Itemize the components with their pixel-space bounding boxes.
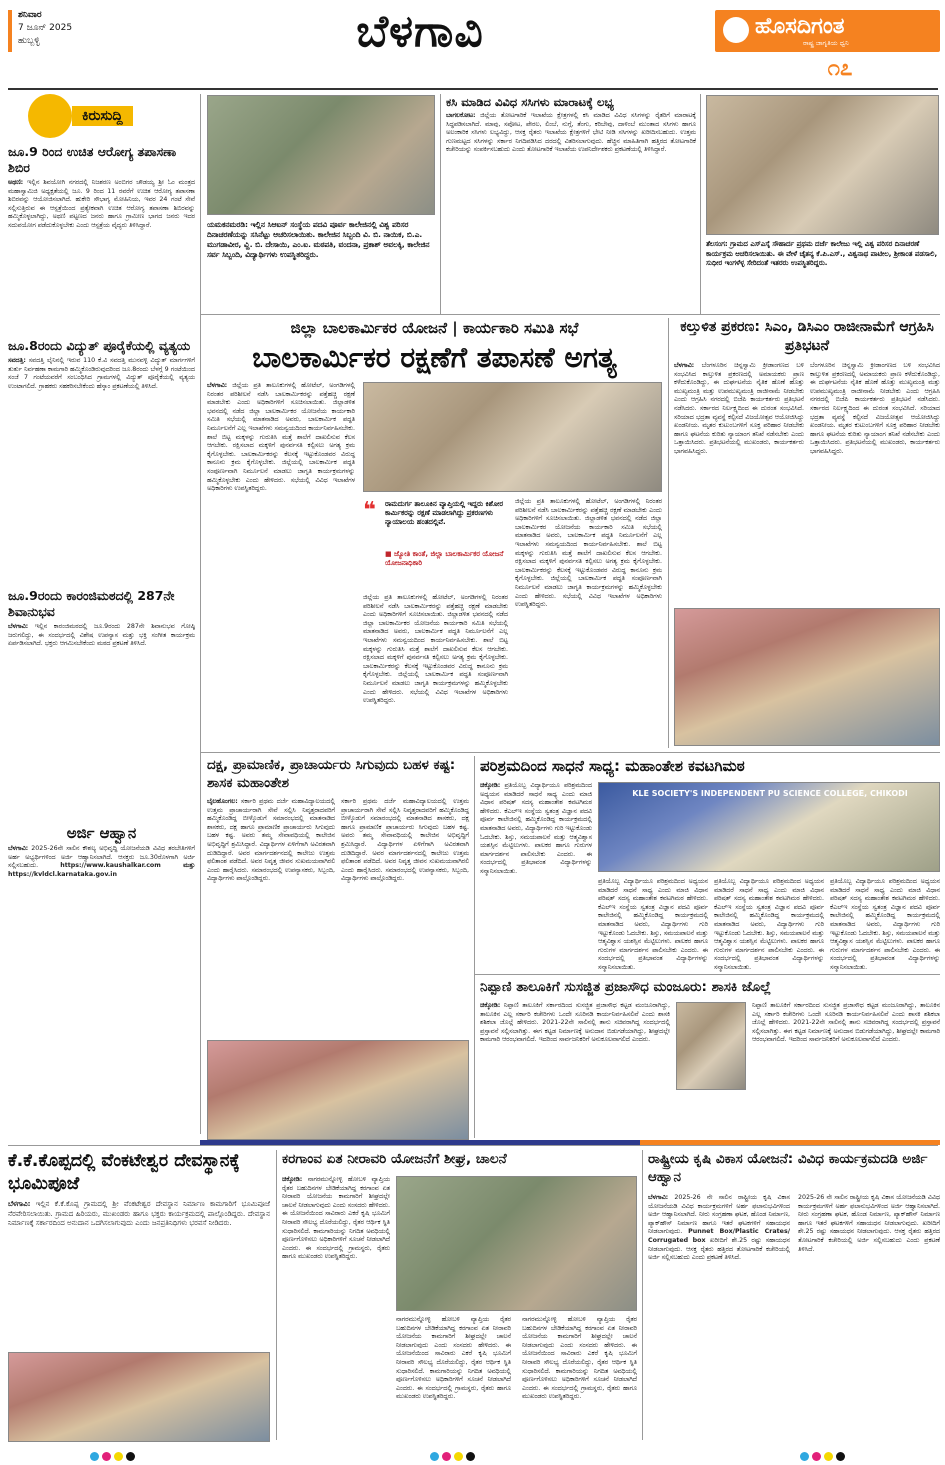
dateline: ಚಿಕ್ಕೋಡಿ: — [282, 1176, 303, 1183]
paper-name: ಹೊಸದಿಗಂತ — [755, 14, 845, 39]
section-title: ಬೆಳಗಾವಿ — [356, 6, 484, 57]
print-registration-dots-left — [90, 1446, 138, 1465]
kirusuddi-item — [8, 144, 195, 334]
paper-logo — [715, 10, 940, 52]
application-urls: https://www.kaushalkar.com ಮತ್ತು https://kvldcl.karnataka.gov.in — [8, 862, 195, 878]
header-date-block — [8, 10, 118, 62]
story-body: ನಿಪ್ಪಾಣಿ ತಾಲೂಕಿಗೆ ಸರ್ಕಾರದಿಂದ ಸುಸಜ್ಜಿತ ಪ್ರಜಾಸೌಧ ಕಟ್ಟಡ ಮಂಜೂರಾಗಿದ್ದು, ತಾಲೂಕಿನ ಎಲ್ಲ ಸರ್ಕಾರಿ ಕಚೇರಿಗಳು ಒಂದೇ ಸೂರಿನಡಿ ಕಾರ್ಯನಿರ್ವಹಿಸಲಿವೆ ಎಂದು ಶಾಸಕಿ ಶಶಿಕಲಾ ಜೊಲ್ಲೆ ಹೇಳಿದರು. 2021-22ನೇ ಸಾಲಿನಲ್ಲಿ ತಾನು ಸಚಿವರಾಗಿದ್ದ ಸಂದರ್ಭದಲ್ಲಿ ಪ್ರಸ್ತಾವನೆ ಸಲ್ಲಿಸಲಾಗಿತ್ತು. ಈಗ ಕಟ್ಟಡ ನಿರ್ಮಾಣಕ್ಕೆ ಅನುದಾನ ಬಿಡುಗಡೆಯಾಗಿದ್ದು, ಶೀಘ್ರದಲ್ಲೇ ಕಾಮಗಾರಿ ಆರಂಭವಾಗಲಿದೆ. ಇದರಿಂದ ಸಾರ್ವಜನಿಕರಿಗೆ ಅನುಕೂಲವಾಗಲಿದೆ ಎಂದರು. — [480, 1002, 670, 1044]
dateline: ಬೆಳಗಾವಿ: — [8, 623, 29, 630]
dateline: ಚಿಕ್ಕೋಡಿ: — [480, 782, 501, 789]
photo-caption: ತೆಲಸಂಗ: ಗ್ರಾಮದ ಎಸ್‌ಎಸ್ಕೆ ಸೌಹಾರ್ದ ಪ್ರಥಮ ದರ್ಜೆ ಕಾಲೇಜು ಇಲ್ಲಿ ವಿಶ್ವ ಪರಿಸರ ದಿನಾಚರಣೆ ಕಾರ್ಯಕ್ರಮ ಆಚರಿಸಲಾಯಿತು. ಈ ವೇಳೆ ಚೈತನ್ಯ ಕೆ.ಪಿ.ಎಸ್., ವಿಶ್ವನಾಥ ಪಾಟೀಲ, ಶ್ರೀಕಾಂತ ಪಡಸಾಲಿ, ಸುಧೀರ ಇಂಗಳೆಳ್ಳ ಸೇರಿದಂತೆ ಇತರರು ಉಪಸ್ಥಿತರಿದ್ದರು. — [706, 240, 938, 267]
college-banner-text: KLE SOCIETY'S INDEPENDENT PU SCIENCE COLLEGE, CHIKODI — [632, 789, 908, 798]
child-labour-story — [207, 318, 662, 748]
agriculture-scheme-story — [648, 1150, 940, 1445]
quote-author: ■ ಜ್ಯೋತಿ ಕಾಂತೆ, ಜಿಲ್ಲಾ ಬಾಲಕಾರ್ಮಿಕರ ಯೋಜನೆ ಯೋಜನಾಧಿಕಾರಿ — [385, 550, 504, 567]
story-body: ಸರ್ಕಾರಿ ಪ್ರಥಮ ದರ್ಜೆ ಮಹಾವಿದ್ಯಾಲಯದಲ್ಲಿ ಉತ್ತಮ ಪ್ರಾಚಾರ್ಯರಾಗಿ ಸೇವೆ ಸಲ್ಲಿಸಿ ನಿವೃತ್ತರಾದವರಿಗೆ ಹಮ್ಮಿಕೊಂಡಿದ್ದ ಬೀಳ್ಕೊಡುಗೆ ಸಮಾರಂಭದಲ್ಲಿ ಮಾತನಾಡಿದ ಶಾಸಕರು, ದಕ್ಷ ಹಾಗೂ ಪ್ರಾಮಾಣಿಕ ಪ್ರಾಚಾರ್ಯರು ಸಿಗುವುದು ಬಹಳ ಕಷ್ಟ. ಅವರು ತಮ್ಮ ಸೇವಾವಧಿಯಲ್ಲಿ ಕಾಲೇಜಿನ ಅಭಿವೃದ್ಧಿಗೆ ಶ್ರಮಿಸಿದ್ದಾರೆ. ವಿದ್ಯಾರ್ಥಿಗಳ ಏಳಿಗೆಗಾಗಿ ಅವಿರತವಾಗಿ ದುಡಿದಿದ್ದಾರೆ. ಅವರ ಮಾರ್ಗದರ್ಶನದಲ್ಲಿ ಕಾಲೇಜು ಉತ್ತಮ ಫಲಿತಾಂಶ ಪಡೆದಿದೆ. ಅವರ ನಿವೃತ್ತ ಜೀವನ ಸುಖಮಯವಾಗಿರಲಿ ಎಂದು ಹಾರೈಸಿದರು. ಸಮಾರಂಭದಲ್ಲಿ ಉಪನ್ಯಾಸಕರು, ಸಿಬ್ಬಂದಿ, ವಿದ್ಯಾರ್ಥಿಗಳು ಪಾಲ್ಗೊಂಡಿದ್ದರು. — [207, 798, 335, 883]
mla-portrait-photo — [676, 1002, 746, 1090]
kirusuddi-headline: ಅರ್ಜಿ ಆಹ್ವಾನ — [66, 824, 137, 842]
dateline: ಬೆಳಗಾವಿ: — [648, 1194, 669, 1201]
temple-foundation-story — [8, 1150, 270, 1445]
story-body-continued: ಜಿಲ್ಲೆಯ ಪ್ರತಿ ತಾಲೂಕುಗಳಲ್ಲಿ ಹೋಟೆಲ್, ಅಂಗಡಿಗಳಲ್ಲಿ ನಿರಂತರ ಪರಿಶೀಲನೆ ನಡೆಸಿ ಬಾಲಕಾರ್ಮಿಕರನ್ನು ಪತ್ತೆಹಚ್ಚಿ ರಕ್ಷಣೆ ಮಾಡಬೇಕು ಎಂದು ಅಧಿಕಾರಿಗಳಿಗೆ ಸೂಚಿಸಲಾಯಿತು. ಜಿಲ್ಲಾಡಳಿತ ಭವನದಲ್ಲಿ ನಡೆದ ಜಿಲ್ಲಾ ಬಾಲಕಾರ್ಮಿಕರ ಯೋಜನೆಯ ಕಾರ್ಯಕಾರಿ ಸಮಿತಿ ಸಭೆಯಲ್ಲಿ ಮಾತನಾಡಿದ ಅವರು, ಬಾಲಕಾರ್ಮಿಕ ಪದ್ಧತಿ ನಿರ್ಮೂಲನೆಗೆ ಎಲ್ಲ ಇಲಾಖೆಗಳು ಸಮನ್ವಯದಿಂದ ಕಾರ್ಯನಿರ್ವಹಿಸಬೇಕು. ಶಾಲೆ ಬಿಟ್ಟ ಮಕ್ಕಳನ್ನು ಗುರುತಿಸಿ ಮತ್ತೆ ಶಾಲೆಗೆ ದಾಖಲಿಸುವ ಕೆಲಸ ಆಗಬೇಕು. ರಕ್ಷಿಸಲಾದ ಮಕ್ಕಳಿಗೆ ಪುನರ್ವಸತಿ ಕಲ್ಪಿಸಲು ಅಗತ್ಯ ಕ್ರಮ ಕೈಗೊಳ್ಳಬೇಕು. ಬಾಲಕಾರ್ಮಿಕರನ್ನು ಕೆಲಸಕ್ಕೆ ಇಟ್ಟುಕೊಂಡವರ ವಿರುದ್ಧ ಕಾನೂನು ಕ್ರಮ ಕೈಗೊಳ್ಳಬೇಕು. ಜಿಲ್ಲೆಯಲ್ಲಿ ಬಾಲಕಾರ್ಮಿಕ ಪದ್ಧತಿ ಸಂಪೂರ್ಣವಾಗಿ ನಿರ್ಮೂಲನೆ ಮಾಡಲು ಜಾಗೃತಿ ಕಾರ್ಯಕ್ರಮಗಳನ್ನು ಹಮ್ಮಿಕೊಳ್ಳಬೇಕು ಎಂದು ಹೇಳಿದರು. ಸಭೆಯಲ್ಲಿ ವಿವಿಧ ಇಲಾಖೆಗಳ ಅಧಿಕಾರಿಗಳು ಉಪಸ್ಥಿತರಿದ್ದರು. — [515, 498, 662, 609]
punnet-box-text: Punnet Box/Plastic Crates/ Corrugated box — [648, 1228, 790, 1244]
story-body: ಪ್ರತಿಯೊಬ್ಬ ವಿದ್ಯಾರ್ಥಿಯೂ ಪರಿಶ್ರಮದಿಂದ ಅಧ್ಯಯನ ಮಾಡಿದರೆ ಸಾಧನೆ ಸಾಧ್ಯ ಎಂದು ಮಾಜಿ ವಿಧಾನ ಪರಿಷತ್ ಸದಸ್ಯ ಮಹಾಂತೇಶ ಕವಟಗಿಮಠ ಹೇಳಿದರು. ಕೆಎಲ್‌ಇ ಸಂಸ್ಥೆಯ ಸ್ವತಂತ್ರ ವಿಜ್ಞಾನ ಪದವಿ ಪೂರ್ವ ಕಾಲೇಜಿನಲ್ಲಿ ಹಮ್ಮಿಕೊಂಡಿದ್ದ ಕಾರ್ಯಕ್ರಮದಲ್ಲಿ ಮಾತನಾಡಿದ ಅವರು, ವಿದ್ಯಾರ್ಥಿಗಳು ಗುರಿ ಇಟ್ಟುಕೊಂಡು ಓದಬೇಕು. ಶಿಸ್ತು, ಸಮಯಪಾಲನೆ ಮತ್ತು ಆತ್ಮವಿಶ್ವಾಸ ಯಶಸ್ಸಿನ ಮೆಟ್ಟಿಲುಗಳು. ಪಾಲಕರ ಹಾಗೂ ಗುರುಗಳ ಮಾರ್ಗದರ್ಶನ ಪಾಲಿಸಬೇಕು ಎಂದರು. ಈ ಸಂದರ್ಭದಲ್ಲಿ ಪ್ರತಿಭಾವಂತ ವಿದ್ಯಾರ್ಥಿಗಳನ್ನು ಸನ್ಮಾನಿಸಲಾಯಿತು. — [480, 782, 592, 875]
story-body-continued: ಪ್ರತಿಯೊಬ್ಬ ವಿದ್ಯಾರ್ಥಿಯೂ ಪರಿಶ್ರಮದಿಂದ ಅಧ್ಯಯನ ಮಾಡಿದರೆ ಸಾಧನೆ ಸಾಧ್ಯ ಎಂದು ಮಾಜಿ ವಿಧಾನ ಪರಿಷತ್ ಸದಸ್ಯ ಮಹಾಂತೇಶ ಕವಟಗಿಮಠ ಹೇಳಿದರು. ಕೆಎಲ್‌ಇ ಸಂಸ್ಥೆಯ ಸ್ವತಂತ್ರ ವಿಜ್ಞಾನ ಪದವಿ ಪೂರ್ವ ಕಾಲೇಜಿನಲ್ಲಿ ಹಮ್ಮಿಕೊಂಡಿದ್ದ ಕಾರ್ಯಕ್ರಮದಲ್ಲಿ ಮಾತನಾಡಿದ ಅವರು, ವಿದ್ಯಾರ್ಥಿಗಳು ಗುರಿ ಇಟ್ಟುಕೊಂಡು ಓದಬೇಕು. ಶಿಸ್ತು, ಸಮಯಪಾಲನೆ ಮತ್ತು ಆತ್ಮವಿಶ್ವಾಸ ಯಶಸ್ಸಿನ ಮೆಟ್ಟಿಲುಗಳು. ಪಾಲಕರ ಹಾಗೂ ಗುರುಗಳ ಮಾರ್ಗದರ್ಶನ ಪಾಲಿಸಬೇಕು ಎಂದರು. ಈ ಸಂದರ್ಭದಲ್ಲಿ ಪ್ರತಿಭಾವಂತ ವಿದ್ಯಾರ್ಥಿಗಳನ್ನು ಸನ್ಮಾನಿಸಲಾಯಿತು. — [830, 878, 940, 971]
story-headline: ಕಲ್ತುಳಿತ ಪ್ರಕರಣ: ಸಿಎಂ, ಡಿಸಿಎಂ ರಾಜೀನಾಮೆಗೆ ಆಗ್ರಹಿಸಿ ಪ್ರತಿಭಟನೆ — [680, 319, 934, 354]
logo-emblem-icon — [723, 17, 749, 43]
principal-farewell-story — [207, 756, 469, 1081]
story-body-continued: ನಿಪ್ಪಾಣಿ ತಾಲೂಕಿಗೆ ಸರ್ಕಾರದಿಂದ ಸುಸಜ್ಜಿತ ಪ್ರಜಾಸೌಧ ಕಟ್ಟಡ ಮಂಜೂರಾಗಿದ್ದು, ತಾಲೂಕಿನ ಎಲ್ಲ ಸರ್ಕಾರಿ ಕಚೇರಿಗಳು ಒಂದೇ ಸೂರಿನಡಿ ಕಾರ್ಯನಿರ್ವಹಿಸಲಿವೆ ಎಂದು ಶಾಸಕಿ ಶಶಿಕಲಾ ಜೊಲ್ಲೆ ಹೇಳಿದರು. 2021-22ನೇ ಸಾಲಿನಲ್ಲಿ ತಾನು ಸಚಿವರಾಗಿದ್ದ ಸಂದರ್ಭದಲ್ಲಿ ಪ್ರಸ್ತಾವನೆ ಸಲ್ಲಿಸಲಾಗಿತ್ತು. ಈಗ ಕಟ್ಟಡ ನಿರ್ಮಾಣಕ್ಕೆ ಅನುದಾನ ಬಿಡುಗಡೆಯಾಗಿದ್ದು, ಶೀಘ್ರದಲ್ಲೇ ಕಾಮಗಾರಿ ಆರಂಭವಾಗಲಿದೆ. ಇದರಿಂದ ಸಾರ್ವಜನಿಕರಿಗೆ ಅನುಕೂಲವಾಗಲಿದೆ ಎಂದರು. — [752, 1002, 940, 1044]
student-achievement-story — [480, 756, 940, 971]
story-body: 2025-26ನೇ ಸಾಲಿನ ಕೌಶಲ್ಯ ಅಭಿವೃದ್ಧಿ ಯೋಜನೆಯಡಿ ವಿವಿಧ ತರಬೇತಿಗಳಿಗೆ ಅರ್ಹ ಅಭ್ಯರ್ಥಿಗಳಿಂದ ಅರ್ಜಿ ಆಹ್ವಾನಿಸಲಾಗಿದೆ. ಆಸಕ್ತರು ಜೂ.30ರೊಳಗಾಗಿ ಅರ್ಜಿ ಸಲ್ಲಿಸಬಹುದು. — [8, 845, 195, 870]
story-body: ಬೆಂಗಳೂರಿನ ಚಿನ್ನಸ್ವಾಮಿ ಕ್ರೀಡಾಂಗಣದ ಬಳಿ ಸಂಭವಿಸಿದ ಕಾಲ್ತುಳಿತ ಪ್ರಕರಣದಲ್ಲಿ ಅಮಾಯಕರು ಪ್ರಾಣ ಕಳೆದುಕೊಂಡಿದ್ದು, ಈ ದುರ್ಘಟನೆಯ ನೈತಿಕ ಹೊಣೆ ಹೊತ್ತು ಮುಖ್ಯಮಂತ್ರಿ ಮತ್ತು ಉಪಮುಖ್ಯಮಂತ್ರಿ ರಾಜೀನಾಮೆ ನೀಡಬೇಕು ಎಂದು ಆಗ್ರಹಿಸಿ ನಗರದಲ್ಲಿ ಬಿಜೆಪಿ ಕಾರ್ಯಕರ್ತರು ಪ್ರತಿಭಟನೆ ನಡೆಸಿದರು. ಸರ್ಕಾರದ ನಿರ್ಲಕ್ಷ್ಯದಿಂದ ಈ ದುರಂತ ಸಂಭವಿಸಿದೆ. ಸರಿಯಾದ ಭದ್ರತಾ ವ್ಯವಸ್ಥೆ ಕಲ್ಪಿಸದೆ ವಿಜಯೋತ್ಸವ ಆಯೋಜಿಸಿದ್ದು ಖಂಡನೀಯ. ಮೃತರ ಕುಟುಂಬಗಳಿಗೆ ಸೂಕ್ತ ಪರಿಹಾರ ನೀಡಬೇಕು ಹಾಗೂ ಘಟನೆಯ ಕುರಿತು ನ್ಯಾಯಾಂಗ ತನಿಖೆ ನಡೆಸಬೇಕು ಎಂದು ಒತ್ತಾಯಿಸಿದರು. ಪ್ರತಿಭಟನೆಯಲ್ಲಿ ಮುಖಂಡರು, ಕಾರ್ಯಕರ್ತರು ಭಾಗವಹಿಸಿದ್ದರು. — [674, 362, 804, 455]
story-body-continued: ಜಿಲ್ಲೆಯ ಪ್ರತಿ ತಾಲೂಕುಗಳಲ್ಲಿ ಹೋಟೆಲ್, ಅಂಗಡಿಗಳಲ್ಲಿ ನಿರಂತರ ಪರಿಶೀಲನೆ ನಡೆಸಿ ಬಾಲಕಾರ್ಮಿಕರನ್ನು ಪತ್ತೆಹಚ್ಚಿ ರಕ್ಷಣೆ ಮಾಡಬೇಕು ಎಂದು ಅಧಿಕಾರಿಗಳಿಗೆ ಸೂಚಿಸಲಾಯಿತು. ಜಿಲ್ಲಾಡಳಿತ ಭವನದಲ್ಲಿ ನಡೆದ ಜಿಲ್ಲಾ ಬಾಲಕಾರ್ಮಿಕರ ಯೋಜನೆಯ ಕಾರ್ಯಕಾರಿ ಸಮಿತಿ ಸಭೆಯಲ್ಲಿ ಮಾತನಾಡಿದ ಅವರು, ಬಾಲಕಾರ್ಮಿಕ ಪದ್ಧತಿ ನಿರ್ಮೂಲನೆಗೆ ಎಲ್ಲ ಇಲಾಖೆಗಳು ಸಮನ್ವಯದಿಂದ ಕಾರ್ಯನಿರ್ವಹಿಸಬೇಕು. ಶಾಲೆ ಬಿಟ್ಟ ಮಕ್ಕಳನ್ನು ಗುರುತಿಸಿ ಮತ್ತೆ ಶಾಲೆಗೆ ದಾಖಲಿಸುವ ಕೆಲಸ ಆಗಬೇಕು. ರಕ್ಷಿಸಲಾದ ಮಕ್ಕಳಿಗೆ ಪುನರ್ವಸತಿ ಕಲ್ಪಿಸಲು ಅಗತ್ಯ ಕ್ರಮ ಕೈಗೊಳ್ಳಬೇಕು. ಬಾಲಕಾರ್ಮಿಕರನ್ನು ಕೆಲಸಕ್ಕೆ ಇಟ್ಟುಕೊಂಡವರ ವಿರುದ್ಧ ಕಾನೂನು ಕ್ರಮ ಕೈಗೊಳ್ಳಬೇಕು. ಜಿಲ್ಲೆಯಲ್ಲಿ ಬಾಲಕಾರ್ಮಿಕ ಪದ್ಧತಿ ಸಂಪೂರ್ಣವಾಗಿ ನಿರ್ಮೂಲನೆ ಮಾಡಲು ಜಾಗೃತಿ ಕಾರ್ಯಕ್ರಮಗಳನ್ನು ಹಮ್ಮಿಕೊಳ್ಳಬೇಕು ಎಂದು ಹೇಳಿದರು. ಸಭೆಯಲ್ಲಿ ವಿವಿಧ ಇಲಾಖೆಗಳ ಅಧಿಕಾರಿಗಳು ಉಪಸ್ಥಿತರಿದ್ದರು. — [363, 594, 508, 705]
story-body: ಸವದತ್ತಿ ಲೈನಿನಲ್ಲಿ ಇರುವ 110 ಕೆ.ವಿ ಸವದತ್ತಿ ಮುನವಳ್ಳಿ ವಿದ್ಯುತ್ ಮಾರ್ಗಗಳಿಗೆ ತುರ್ತು ನಿರ್ವಹಣಾ ಕಾಮಗಾರಿ ಹಮ್ಮಿಕೊಂಡಿರುವುದರಿಂದ ಜೂ.8ರಂದು ಬೆಳಗ್ಗೆ 9 ಗಂಟೆಯಿಂದ ಸಂಜೆ 7 ಗಂಟೆಯವರೆಗೆ ಸಂಬಂಧಿಸಿದ ಗ್ರಾಮಗಳಲ್ಲಿ ವಿದ್ಯುತ್ ಪೂರೈಕೆಯಲ್ಲಿ ವ್ಯತ್ಯಯ ಉಂಟಾಗಲಿದೆ. ಗ್ರಾಹಕರು ಸಹಕರಿಸಬೇಕೆಂದು ಹೆಸ್ಕಾಂ ಪ್ರಕಟಣೆಯಲ್ಲಿ ತಿಳಿಸಿದೆ. — [8, 357, 195, 390]
story-body: ಜಿಲ್ಲೆಯ ತೋಟಗಾರಿಕೆ ಇಲಾಖೆಯ ಕ್ಷೇತ್ರಗಳಲ್ಲಿ ಕಸಿ ಮಾಡಿದ ವಿವಿಧ ಸಸಿಗಳನ್ನು ರೈತರಿಗೆ ಮಾರಾಟಕ್ಕೆ ಸಿದ್ಧಪಡಿಸಲಾಗಿದೆ. ಮಾವು, ಸಪೋಟ, ಪೇರಲ, ಲಿಂಬೆ, ನುಗ್ಗೆ, ತೆಂಗು, ಕರಿಬೇವು, ದಾಳಿಂಬೆ ಮುಂತಾದ ಸಸಿಗಳು ಹಾಗೂ ಅಲಂಕಾರಿಕ ಸಸಿಗಳು ಲಭ್ಯವಿದ್ದು, ಆಸಕ್ತ ರೈತರು ಇಲಾಖೆಯ ಕ್ಷೇತ್ರಗಳಿಗೆ ಭೇಟಿ ನೀಡಿ ಸಸಿಗಳನ್ನು ಖರೀದಿಸಬಹುದು. ಉತ್ತಮ ಗುಣಮಟ್ಟದ ಸಸಿಗಳನ್ನು ಸರ್ಕಾರ ನಿಗದಿಪಡಿಸಿದ ದರದಲ್ಲಿ ವಿತರಿಸಲಾಗುವುದು. ಹೆಚ್ಚಿನ ಮಾಹಿತಿಗಾಗಿ ಹತ್ತಿರದ ತೋಟಗಾರಿಕೆ ಕಚೇರಿಯನ್ನು ಸಂಪರ್ಕಿಸಬಹುದು ಎಂದು ತೋಟಗಾರಿಕೆ ಇಲಾಖೆಯ ಉಪನಿರ್ದೇಶಕರು ಪ್ರಕಟಣೆಯಲ್ಲಿ ತಿಳಿಸಿದ್ದಾರೆ. — [446, 112, 696, 154]
dateline: ಸವದತ್ತಿ: — [8, 357, 26, 364]
story-body-continued: ಸರ್ಕಾರಿ ಪ್ರಥಮ ದರ್ಜೆ ಮಹಾವಿದ್ಯಾಲಯದಲ್ಲಿ ಉತ್ತಮ ಪ್ರಾಚಾರ್ಯರಾಗಿ ಸೇವೆ ಸಲ್ಲಿಸಿ ನಿವೃತ್ತರಾದವರಿಗೆ ಹಮ್ಮಿಕೊಂಡಿದ್ದ ಬೀಳ್ಕೊಡುಗೆ ಸಮಾರಂಭದಲ್ಲಿ ಮಾತನಾಡಿದ ಶಾಸಕರು, ದಕ್ಷ ಹಾಗೂ ಪ್ರಾಮಾಣಿಕ ಪ್ರಾಚಾರ್ಯರು ಸಿಗುವುದು ಬಹಳ ಕಷ್ಟ. ಅವರು ತಮ್ಮ ಸೇವಾವಧಿಯಲ್ಲಿ ಕಾಲೇಜಿನ ಅಭಿವೃದ್ಧಿಗೆ ಶ್ರಮಿಸಿದ್ದಾರೆ. ವಿದ್ಯಾರ್ಥಿಗಳ ಏಳಿಗೆಗಾಗಿ ಅವಿರತವಾಗಿ ದುಡಿದಿದ್ದಾರೆ. ಅವರ ಮಾರ್ಗದರ್ಶನದಲ್ಲಿ ಕಾಲೇಜು ಉತ್ತಮ ಫಲಿತಾಂಶ ಪಡೆದಿದೆ. ಅವರ ನಿವೃತ್ತ ಜೀವನ ಸುಖಮಯವಾಗಿರಲಿ ಎಂದು ಹಾರೈಸಿದರು. ಸಮಾರಂಭದಲ್ಲಿ ಉಪನ್ಯಾಸಕರು, ಸಿಬ್ಬಂದಿ, ವಿದ್ಯಾರ್ಥಿಗಳು ಪಾಲ್ಗೊಂಡಿದ್ದರು. — [341, 798, 469, 883]
dateline: ಬೆಳಗಾವಿ: — [8, 845, 29, 852]
story-body: ನಾಗರಮುನ್ನೋಳ್ಳಿ ಹೋಬಳಿ ವ್ಯಾಪ್ತಿಯ ರೈತರ ಬಹುದಿನಗಳ ಬೇಡಿಕೆಯಾಗಿದ್ದ ಕರಗಾಂವ ಏತ ನೀರಾವರಿ ಯೋಜನೆಯ ಕಾಮಗಾರಿಗೆ ಶೀಘ್ರದಲ್ಲೇ ಚಾಲನೆ ನೀಡಲಾಗುವುದು ಎಂದು ಸಂಸದರು ಹೇಳಿದರು. ಈ ಯೋಜನೆಯಿಂದ ಸಾವಿರಾರು ಎಕರೆ ಕೃಷಿ ಭೂಮಿಗೆ ನೀರಾವರಿ ಸೌಲಭ್ಯ ದೊರೆಯಲಿದ್ದು, ರೈತರ ಆರ್ಥಿಕ ಸ್ಥಿತಿ ಸುಧಾರಿಸಲಿದೆ. ಕಾಮಗಾರಿಯನ್ನು ನಿಗದಿತ ಅವಧಿಯಲ್ಲಿ ಪೂರ್ಣಗೊಳಿಸಲು ಅಧಿಕಾರಿಗಳಿಗೆ ಸೂಚನೆ ನೀಡಲಾಗಿದೆ ಎಂದರು. ಈ ಸಂದರ್ಭದಲ್ಲಿ ಗ್ರಾಮಸ್ಥರು, ರೈತರು ಹಾಗೂ ಮುಖಂಡರು ಉಪಸ್ಥಿತರಿದ್ದರು. — [282, 1176, 390, 1261]
kirusuddi-item — [8, 338, 195, 567]
protest-photo — [674, 608, 940, 746]
story-body-continued: 2025-26 ನೇ ಸಾಲಿನ ರಾಷ್ಟ್ರೀಯ ಕೃಷಿ ವಿಕಾಸ ಯೋಜನೆಯಡಿ ವಿವಿಧ ಕಾರ್ಯಕ್ರಮಗಳಿಗೆ ಅರ್ಹ ಫಲಾನುಭವಿಗಳಿಂದ ಅರ್ಜಿ ಆಹ್ವಾನಿಸಲಾಗಿದೆ. ನೀರು ಸಂಗ್ರಹಣಾ ಘಟಕ, ಹೊಂಡ ನಿರ್ಮಾಣ, ಪ್ಯಾಕ್‌ಹೌಸ್ ನಿರ್ಮಾಣ ಹಾಗೂ ಇತರೆ ಘಟಕಗಳಿಗೆ ಸಹಾಯಧನ ನೀಡಲಾಗುವುದು. — [798, 1194, 940, 1227]
meeting-photo — [363, 382, 662, 492]
page-number: ೧೭ — [827, 56, 853, 81]
story-headline: ಕರಗಾಂವ ಏತ ನೀರಾವರಿ ಯೋಜನೆಗೆ ಶೀಘ್ರ, ಚಾಲನೆ — [282, 1151, 507, 1167]
story-headline: ಕಸಿ ಮಾಡಿದ ವಿವಿಧ ಸಸಿಗಳು ಮಾರಾಟಕ್ಕೆ ಲಭ್ಯ — [446, 95, 614, 109]
dateline: ಬೆಳಗಾವಿ: — [674, 362, 695, 369]
college-event-photo — [706, 95, 939, 235]
story-body-continued: ನಾಗರಮುನ್ನೋಳ್ಳಿ ಹೋಬಳಿ ವ್ಯಾಪ್ತಿಯ ರೈತರ ಬಹುದಿನಗಳ ಬೇಡಿಕೆಯಾಗಿದ್ದ ಕರಗಾಂವ ಏತ ನೀರಾವರಿ ಯೋಜನೆಯ ಕಾಮಗಾರಿಗೆ ಶೀಘ್ರದಲ್ಲೇ ಚಾಲನೆ ನೀಡಲಾಗುವುದು ಎಂದು ಸಂಸದರು ಹೇಳಿದರು. ಈ ಯೋಜನೆಯಿಂದ ಸಾವಿರಾರು ಎಕರೆ ಕೃಷಿ ಭೂಮಿಗೆ ನೀರಾವರಿ ಸೌಲಭ್ಯ ದೊರೆಯಲಿದ್ದು, ರೈತರ ಆರ್ಥಿಕ ಸ್ಥಿತಿ ಸುಧಾರಿಸಲಿದೆ. ಕಾಮಗಾರಿಯನ್ನು ನಿಗದಿತ ಅವಧಿಯಲ್ಲಿ ಪೂರ್ಣಗೊಳಿಸಲು ಅಧಿಕಾರಿಗಳಿಗೆ ಸೂಚನೆ ನೀಡಲಾಗಿದೆ ಎಂದರು. ಈ ಸಂದರ್ಭದಲ್ಲಿ ಗ್ರಾಮಸ್ಥರು, ರೈತರು ಹಾಗೂ ಮುಖಂಡರು ಉಪಸ್ಥಿತರಿದ್ದರು. — [396, 1316, 511, 1401]
prajasoudha-story — [480, 978, 940, 1136]
header-day: ಶನಿವಾರ — [18, 10, 42, 20]
kirusuddi-banner — [8, 94, 195, 140]
story-headline: ಬಾಲಕಾರ್ಮಿಕರ ರಕ್ಷಣೆಗೆ ತಪಾಸಣೆ ಅಗತ್ಯ — [252, 341, 617, 374]
header-date: 7 ಜೂನ್ 2025 — [18, 23, 73, 33]
protest-story — [674, 318, 940, 748]
dateline: ಬೆಳಗಾವಿ: — [8, 1200, 31, 1208]
story-headline: ನಿಪ್ಪಾಣಿ ತಾಲೂಕಿಗೆ ಸುಸಜ್ಜಿತ ಪ್ರಜಾಸೌಧ ಮಂಜೂರು: ಶಾಸಕಿ ಜೊಲ್ಲೆ — [480, 979, 772, 995]
story-body-continued: ಬೆಂಗಳೂರಿನ ಚಿನ್ನಸ್ವಾಮಿ ಕ್ರೀಡಾಂಗಣದ ಬಳಿ ಸಂಭವಿಸಿದ ಕಾಲ್ತುಳಿತ ಪ್ರಕರಣದಲ್ಲಿ ಅಮಾಯಕರು ಪ್ರಾಣ ಕಳೆದುಕೊಂಡಿದ್ದು, ಈ ದುರ್ಘಟನೆಯ ನೈತಿಕ ಹೊಣೆ ಹೊತ್ತು ಮುಖ್ಯಮಂತ್ರಿ ಮತ್ತು ಉಪಮುಖ್ಯಮಂತ್ರಿ ರಾಜೀನಾಮೆ ನೀಡಬೇಕು ಎಂದು ಆಗ್ರಹಿಸಿ ನಗರದಲ್ಲಿ ಬಿಜೆಪಿ ಕಾರ್ಯಕರ್ತರು ಪ್ರತಿಭಟನೆ ನಡೆಸಿದರು. ಸರ್ಕಾರದ ನಿರ್ಲಕ್ಷ್ಯದಿಂದ ಈ ದುರಂತ ಸಂಭವಿಸಿದೆ. ಸರಿಯಾದ ಭದ್ರತಾ ವ್ಯವಸ್ಥೆ ಕಲ್ಪಿಸದೆ ವಿಜಯೋತ್ಸವ ಆಯೋಜಿಸಿದ್ದು ಖಂಡನೀಯ. ಮೃತರ ಕುಟುಂಬಗಳಿಗೆ ಸೂಕ್ತ ಪರಿಹಾರ ನೀಡಬೇಕು ಹಾಗೂ ಘಟನೆಯ ಕುರಿತು ನ್ಯಾಯಾಂಗ ತನಿಖೆ ನಡೆಸಬೇಕು ಎಂದು ಒತ್ತಾಯಿಸಿದರು. ಪ್ರತಿಭಟನೆಯಲ್ಲಿ ಮುಖಂಡರು, ಕಾರ್ಯಕರ್ತರು ಭಾಗವಹಿಸಿದ್ದರು. — [810, 362, 940, 455]
tree-planting-photo — [207, 95, 435, 215]
paper-tagline: ರಾಷ್ಟ್ರ ಜಾಗೃತಿಯ ಧ್ವನಿ — [803, 39, 849, 47]
print-registration-dots-right — [800, 1446, 848, 1465]
story-body-continued: ಪ್ರತಿಯೊಬ್ಬ ವಿದ್ಯಾರ್ಥಿಯೂ ಪರಿಶ್ರಮದಿಂದ ಅಧ್ಯಯನ ಮಾಡಿದರೆ ಸಾಧನೆ ಸಾಧ್ಯ ಎಂದು ಮಾಜಿ ವಿಧಾನ ಪರಿಷತ್ ಸದಸ್ಯ ಮಹಾಂತೇಶ ಕವಟಗಿಮಠ ಹೇಳಿದರು. ಕೆಎಲ್‌ಇ ಸಂಸ್ಥೆಯ ಸ್ವತಂತ್ರ ವಿಜ್ಞಾನ ಪದವಿ ಪೂರ್ವ ಕಾಲೇಜಿನಲ್ಲಿ ಹಮ್ಮಿಕೊಂಡಿದ್ದ ಕಾರ್ಯಕ್ರಮದಲ್ಲಿ ಮಾತನಾಡಿದ ಅವರು, ವಿದ್ಯಾರ್ಥಿಗಳು ಗುರಿ ಇಟ್ಟುಕೊಂಡು ಓದಬೇಕು. ಶಿಸ್ತು, ಸಮಯಪಾಲನೆ ಮತ್ತು ಆತ್ಮವಿಶ್ವಾಸ ಯಶಸ್ಸಿನ ಮೆಟ್ಟಿಲುಗಳು. ಪಾಲಕರ ಹಾಗೂ ಗುರುಗಳ ಮಾರ್ಗದರ್ಶನ ಪಾಲಿಸಬೇಕು ಎಂದರು. ಈ ಸಂದರ್ಭದಲ್ಲಿ ಪ್ರತಿಭಾವಂತ ವಿದ್ಯಾರ್ಥಿಗಳನ್ನು ಸನ್ಮಾನಿಸಲಾಯಿತು. — [714, 878, 824, 971]
kirusuddi-column — [8, 94, 195, 1139]
story-body-continued: ನಾಗರಮುನ್ನೋಳ್ಳಿ ಹೋಬಳಿ ವ್ಯಾಪ್ತಿಯ ರೈತರ ಬಹುದಿನಗಳ ಬೇಡಿಕೆಯಾಗಿದ್ದ ಕರಗಾಂವ ಏತ ನೀರಾವರಿ ಯೋಜನೆಯ ಕಾಮಗಾರಿಗೆ ಶೀಘ್ರದಲ್ಲೇ ಚಾಲನೆ ನೀಡಲಾಗುವುದು ಎಂದು ಸಂಸದರು ಹೇಳಿದರು. ಈ ಯೋಜನೆಯಿಂದ ಸಾವಿರಾರು ಎಕರೆ ಕೃಷಿ ಭೂಮಿಗೆ ನೀರಾವರಿ ಸೌಲಭ್ಯ ದೊರೆಯಲಿದ್ದು, ರೈತರ ಆರ್ಥಿಕ ಸ್ಥಿತಿ ಸುಧಾರಿಸಲಿದೆ. ಕಾಮಗಾರಿಯನ್ನು ನಿಗದಿತ ಅವಧಿಯಲ್ಲಿ ಪೂರ್ಣಗೊಳಿಸಲು ಅಧಿಕಾರಿಗಳಿಗೆ ಸೂಚನೆ ನೀಡಲಾಗಿದೆ ಎಂದರು. ಈ ಸಂದರ್ಭದಲ್ಲಿ ಗ್ರಾಮಸ್ಥರು, ರೈತರು ಹಾಗೂ ಮುಖಂಡರು ಉಪಸ್ಥಿತರಿದ್ದರು. — [522, 1316, 637, 1401]
story-headline: ದಕ್ಷ, ಪ್ರಾಮಾಣಿಕ, ಪ್ರಾಚಾರ್ಯರು ಸಿಗುವುದು ಬಹಳ ಕಷ್ಟ: ಶಾಸಕ ಮಹಾಂತೇಶ — [207, 757, 456, 791]
kirusuddi-headline: ಜೂ.9 ರಿಂದ ಉಚಿತ ಆರೋಗ್ಯ ತಪಾಸಣಾ ಶಿಬಿರ — [8, 144, 177, 175]
quote-text: ರಾಮದುರ್ಗ ತಾಲೂಕಿನ ವ್ಯಾಪ್ತಿಯಲ್ಲಿ ಇದ್ದರು ಕಿಶೋರ ಕಾರ್ಮಿಕರನ್ನು ರಕ್ಷಣೆ ಮಾಡಲಾಗಿದ್ದು ಪ್ರಕರಣಗಳು ನ್ಯಾಯಾಲಯ ಹಂತದಲ್ಲಿವೆ. — [385, 500, 504, 526]
hand-pointing-icon — [28, 94, 72, 138]
pull-quote — [363, 498, 508, 590]
print-registration-dots-center — [430, 1446, 478, 1465]
kasi-story — [446, 95, 696, 308]
photo-caption: ಯಮಕನಮರಡಿ: ಇಲ್ಲಿನ ಸಿಆಐನ್ ಸಂಸ್ಥೆಯ ಪದವಿ ಪೂರ್ವ ಕಾಲೇಜಿನಲ್ಲಿ ವಿಶ್ವ ಪರಿಸರ ದಿನಾಚರಣೆಯನ್ನು ಸಸಿನೆಟ್ಟು ಆಚರಿಸಲಾಯಿತು. ಕಾಲೇಜಿನ ಸಿಬ್ಬಂದಿ ವಿ. ಬಿ. ನಾಯಿಕ, ಬಿ.ಎ. ಮುಗಡಾವೀರ, ವ್ಹಿ. ಬಿ. ದೇಸಾಯಿ, ಎಂ.ಐ. ಮಠಪತಿ, ವಂದನಾ, ಪ್ರಕಾಶ್ ಅವಲಕ್ಕಿ, ಕಾಲೇಜಿನ ಸರ್ವ ಸಿಬ್ಬಂದಿ, ವಿದ್ಯಾರ್ಥಿಗಳು ಉಪಸ್ಥಿತರಿದ್ದರು. — [207, 220, 430, 259]
dateline: ಅಥಣಿ: — [8, 179, 24, 186]
college-stage-photo — [598, 782, 940, 872]
felicitation-photo — [207, 1040, 469, 1140]
kirusuddi-item — [8, 588, 195, 788]
story-body: ಇಲ್ಲಿನ ಕೆ.ಕೆ.ಕೊಪ್ಪ ಗ್ರಾಮದಲ್ಲಿ ಶ್ರೀ ವೆಂಕಟೇಶ್ವರ ದೇವಸ್ಥಾನ ನಿರ್ಮಾಣ ಕಾಮಗಾರಿಗೆ ಭೂಮಿಪೂಜೆ ನೆರವೇರಿಸಲಾಯಿತು. ಗ್ರಾಮದ ಹಿರಿಯರು, ಮುಖಂಡರು ಹಾಗೂ ಭಕ್ತರು ಕಾರ್ಯಕ್ರಮದಲ್ಲಿ ಪಾಲ್ಗೊಂಡಿದ್ದರು. ದೇವಸ್ಥಾನ ನಿರ್ಮಾಣಕ್ಕೆ ಸರ್ಕಾರದಿಂದ ಅನುದಾನ ಒದಗಿಸಲಾಗುವುದು ಎಂದು ಜನಪ್ರತಿನಿಧಿಗಳು ಭರವಸೆ ನೀಡಿದರು. — [8, 1200, 270, 1227]
story-body: ಇಲ್ಲಿನ ಕಾರಂಜಿಮಠದಲ್ಲಿ ಜೂ.9ರಂದು 287ನೇ ಶಿವಾನುಭವ ಗೋಷ್ಠಿ ಜರುಗಲಿದ್ದು, ಈ ಸಂದರ್ಭದಲ್ಲಿ ವಿಶೇಷ ಉಪನ್ಯಾಸ ಮತ್ತು ಭಕ್ತಿ ಸಂಗೀತ ಕಾರ್ಯಕ್ರಮ ಏರ್ಪಡಿಸಲಾಗಿದೆ. ಭಕ್ತರು ಆಗಮಿಸಬೇಕೆಂದು ಮಠದ ಪ್ರಕಟಣೆ ತಿಳಿಸಿದೆ. — [8, 623, 195, 648]
dateline: ಬಾಗಲಕೋಟ: — [446, 112, 476, 119]
dateline: ಚಿಕ್ಕೋಡಿ: — [480, 1002, 501, 1009]
irrigation-story — [282, 1150, 637, 1445]
story-headline: ರಾಷ್ಟ್ರೀಯ ಕೃಷಿ ವಿಕಾಸ ಯೋಜನೆ: ವಿವಿಧ ಕಾರ್ಯಕ್ರಮದಡಿ ಅರ್ಜಿ ಆಹ್ವಾನ — [648, 1151, 928, 1185]
kirusuddi-item — [8, 824, 195, 1065]
story-body-2: ಖರೀದಿಗೆ ಶೇ.25 ರಷ್ಟು ಸಹಾಯಧನ ನೀಡಲಾಗುವುದು. ಆಸಕ್ತ ರೈತರು ಹತ್ತಿರದ ತೋಟಗಾರಿಕೆ ಕಚೇರಿಯಲ್ಲಿ ಅರ್ಜಿ ಸಲ್ಲಿಸಬಹುದು ಎಂದು ಪ್ರಕಟಣೆ ತಿಳಿಸಿದೆ. — [648, 1236, 790, 1262]
irrigation-event-photo — [396, 1176, 637, 1311]
story-kicker: ಜಿಲ್ಲಾ ಬಾಲಕಾರ್ಮಿಕರ ಯೋಜನೆ | ಕಾರ್ಯಕಾರಿ ಸಮಿತಿ ಸಭೆ — [290, 319, 579, 337]
dateline: ಬೈಲಹೊಂಗಲ: — [207, 798, 238, 805]
quote-mark-icon: ❝ — [363, 498, 376, 523]
story-headline: ಪರಿಶ್ರಮದಿಂದ ಸಾಧನೆ ಸಾಧ್ಯ: ಮಹಾಂತೇಶ ಕವಟಗಿಮಠ — [480, 757, 745, 775]
kirusuddi-headline: ಜೂ.9ರಂದು ಕಾರಂಜಿಮಠದಲ್ಲಿ 287ನೇ ಶಿವಾನುಭವ — [8, 588, 175, 619]
story-body-continued: ಪ್ರತಿಯೊಬ್ಬ ವಿದ್ಯಾರ್ಥಿಯೂ ಪರಿಶ್ರಮದಿಂದ ಅಧ್ಯಯನ ಮಾಡಿದರೆ ಸಾಧನೆ ಸಾಧ್ಯ ಎಂದು ಮಾಜಿ ವಿಧಾನ ಪರಿಷತ್ ಸದಸ್ಯ ಮಹಾಂತೇಶ ಕವಟಗಿಮಠ ಹೇಳಿದರು. ಕೆಎಲ್‌ಇ ಸಂಸ್ಥೆಯ ಸ್ವತಂತ್ರ ವಿಜ್ಞಾನ ಪದವಿ ಪೂರ್ವ ಕಾಲೇಜಿನಲ್ಲಿ ಹಮ್ಮಿಕೊಂಡಿದ್ದ ಕಾರ್ಯಕ್ರಮದಲ್ಲಿ ಮಾತನಾಡಿದ ಅವರು, ವಿದ್ಯಾರ್ಥಿಗಳು ಗುರಿ ಇಟ್ಟುಕೊಂಡು ಓದಬೇಕು. ಶಿಸ್ತು, ಸಮಯಪಾಲನೆ ಮತ್ತು ಆತ್ಮವಿಶ್ವಾಸ ಯಶಸ್ಸಿನ ಮೆಟ್ಟಿಲುಗಳು. ಪಾಲಕರ ಹಾಗೂ ಗುರುಗಳ ಮಾರ್ಗದರ್ಶನ ಪಾಲಿಸಬೇಕು ಎಂದರು. ಈ ಸಂದರ್ಭದಲ್ಲಿ ಪ್ರತಿಭಾವಂತ ವಿದ್ಯಾರ್ಥಿಗಳನ್ನು ಸನ್ಮಾನಿಸಲಾಯಿತು. — [598, 878, 708, 971]
header-place: ಹುಬ್ಬಳ್ಳಿ — [18, 36, 40, 46]
kirusuddi-headline: ಜೂ.8ರಂದು ವಿದ್ಯುತ್ ಪೂರೈಕೆಯಲ್ಲಿ ವ್ಯತ್ಯಯ — [8, 338, 191, 353]
dateline: ಬೆಳಗಾವಿ: — [207, 382, 228, 389]
story-body: 2025-26 ನೇ ಸಾಲಿನ ರಾಷ್ಟ್ರೀಯ ಕೃಷಿ ವಿಕಾಸ ಯೋಜನೆಯಡಿ ವಿವಿಧ ಕಾರ್ಯಕ್ರಮಗಳಿಗೆ ಅರ್ಹ ಫಲಾನುಭವಿಗಳಿಂದ ಅರ್ಜಿ ಆಹ್ವಾನಿಸಲಾಗಿದೆ. ನೀರು ಸಂಗ್ರಹಣಾ ಘಟಕ, ಹೊಂಡ ನಿರ್ಮಾಣ, ಪ್ಯಾಕ್‌ಹೌಸ್ ನಿರ್ಮಾಣ ಹಾಗೂ ಇತರೆ ಘಟಕಗಳಿಗೆ ಸಹಾಯಧನ ನೀಡಲಾಗುವುದು. — [648, 1194, 790, 1236]
story-body: ಇಲ್ಲಿನ ಶಿವಯೋಗಿ ನಗರದಲ್ಲಿ ನಿಜಶರಣ ಅಂಬಿಗರ ಚೌಡಯ್ಯ ಶ್ರೀ ಓಂ ಮಂತ್ರದ ಮಹಾಸ್ವಾಮಿಜಿ ಅಧ್ಯಕ್ಷತೆಯಲ್ಲಿ ಜೂ. 9 ರಿಂದ 11 ರವರೆಗೆ ಉಚಿತ ಆರೋಗ್ಯ ತಪಾಸಣಾ ಶಿಬಿರವನ್ನು ಆಯೋಜಿಸಲಾಗಿದೆ. ಹುಕೇರಿ ಸೌಭಾಗ್ಯ ಮೋಹಿನಿಯ, ಇವರ 24 ಗಂಟೆ ಸೇವೆ ಸಲ್ಲಿಸುತ್ತಿರುವ ಈ ಆಸ್ಪತ್ರೆಯಿಂದ ಪ್ರತ್ಯೇಕವಾಗಿ ಉಚಿತ ಆರೋಗ್ಯ ತಪಾಸಣಾ ಶಿಬಿರವನ್ನು ಹಮ್ಮಿಕೊಳ್ಳಲಾಗಿದ್ದು, ಅಥಣಿ ಪಟ್ಟಣದ ಜನರು ಹಾಗೂ ಗ್ರಾಮೀಣ ಭಾಗದ ಜನರು ಇದರ ಸದುಪಯೋಗ ಪಡೆದುಕೊಳ್ಳಬೇಕು ಎಂದು ಆಸ್ಪತ್ರೆಯ ವೈದ್ಯರು ತಿಳಿಸಿದ್ದಾರೆ. — [8, 179, 195, 229]
bhoomi-pooja-photo — [8, 1352, 270, 1442]
story-body: ಜಿಲ್ಲೆಯ ಪ್ರತಿ ತಾಲೂಕುಗಳಲ್ಲಿ ಹೋಟೆಲ್, ಅಂಗಡಿಗಳಲ್ಲಿ ನಿರಂತರ ಪರಿಶೀಲನೆ ನಡೆಸಿ ಬಾಲಕಾರ್ಮಿಕರನ್ನು ಪತ್ತೆಹಚ್ಚಿ ರಕ್ಷಣೆ ಮಾಡಬೇಕು ಎಂದು ಅಧಿಕಾರಿಗಳಿಗೆ ಸೂಚಿಸಲಾಯಿತು. ಜಿಲ್ಲಾಡಳಿತ ಭವನದಲ್ಲಿ ನಡೆದ ಜಿಲ್ಲಾ ಬಾಲಕಾರ್ಮಿಕರ ಯೋಜನೆಯ ಕಾರ್ಯಕಾರಿ ಸಮಿತಿ ಸಭೆಯಲ್ಲಿ ಮಾತನಾಡಿದ ಅವರು, ಬಾಲಕಾರ್ಮಿಕ ಪದ್ಧತಿ ನಿರ್ಮೂಲನೆಗೆ ಎಲ್ಲ ಇಲಾಖೆಗಳು ಸಮನ್ವಯದಿಂದ ಕಾರ್ಯನಿರ್ವಹಿಸಬೇಕು. ಶಾಲೆ ಬಿಟ್ಟ ಮಕ್ಕಳನ್ನು ಗುರುತಿಸಿ ಮತ್ತೆ ಶಾಲೆಗೆ ದಾಖಲಿಸುವ ಕೆಲಸ ಆಗಬೇಕು. ರಕ್ಷಿಸಲಾದ ಮಕ್ಕಳಿಗೆ ಪುನರ್ವಸತಿ ಕಲ್ಪಿಸಲು ಅಗತ್ಯ ಕ್ರಮ ಕೈಗೊಳ್ಳಬೇಕು. ಬಾಲಕಾರ್ಮಿಕರನ್ನು ಕೆಲಸಕ್ಕೆ ಇಟ್ಟುಕೊಂಡವರ ವಿರುದ್ಧ ಕಾನೂನು ಕ್ರಮ ಕೈಗೊಳ್ಳಬೇಕು. ಜಿಲ್ಲೆಯಲ್ಲಿ ಬಾಲಕಾರ್ಮಿಕ ಪದ್ಧತಿ ಸಂಪೂರ್ಣವಾಗಿ ನಿರ್ಮೂಲನೆ ಮಾಡಲು ಜಾಗೃತಿ ಕಾರ್ಯಕ್ರಮಗಳನ್ನು ಹಮ್ಮಿಕೊಳ್ಳಬೇಕು ಎಂದು ಹೇಳಿದರು. ಸಭೆಯಲ್ಲಿ ವಿವಿಧ ಇಲಾಖೆಗಳ ಅಧಿಕಾರಿಗಳು ಉಪಸ್ಥಿತರಿದ್ದರು. — [207, 382, 355, 493]
kirusuddi-label: ಕಿರುಸುದ್ದಿ — [72, 106, 133, 126]
story-body-continued: ಖರೀದಿಗೆ ಶೇ.25 ರಷ್ಟು ಸಹಾಯಧನ ನೀಡಲಾಗುವುದು. ಆಸಕ್ತ ರೈತರು ಹತ್ತಿರದ ತೋಟಗಾರಿಕೆ ಕಚೇರಿಯಲ್ಲಿ ಅರ್ಜಿ ಸಲ್ಲಿಸಬಹುದು ಎಂದು ಪ್ರಕಟಣೆ ತಿಳಿಸಿದೆ. — [798, 1219, 940, 1253]
story-headline: ಕೆ.ಕೆ.ಕೊಪ್ಪದಲ್ಲಿ ವೆಂಕಟೇಶ್ವರ ದೇವಸ್ಥಾನಕ್ಕೆ ಭೂಮಿಪೂಜೆ — [8, 1151, 240, 1194]
